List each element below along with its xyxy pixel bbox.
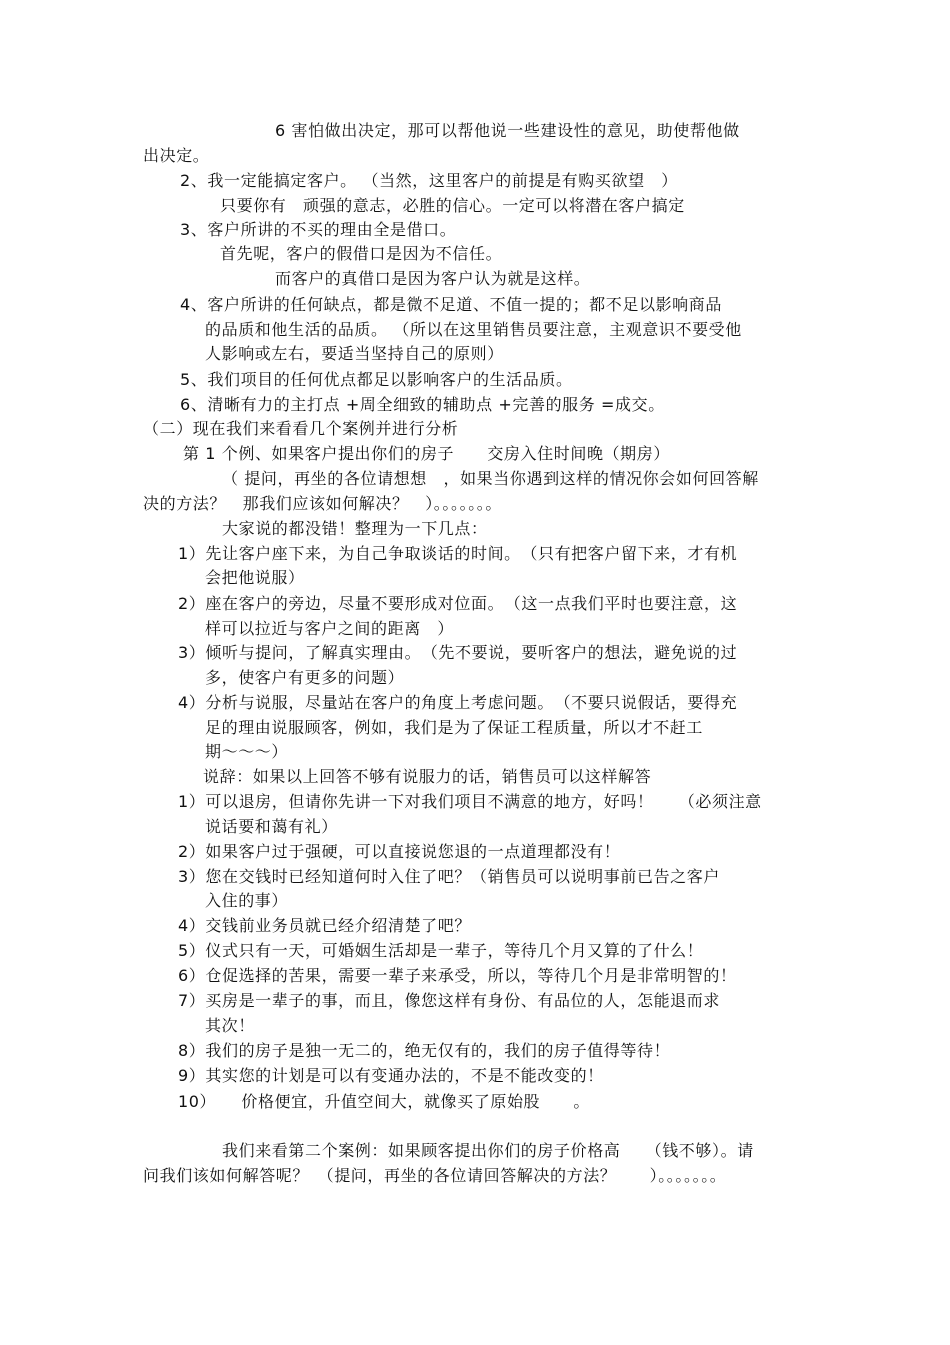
text-line: 第 1 个例、如果客户提出你们的房子 交房入住时间晚（期房） (183, 444, 670, 463)
text-line: 8）我们的房子是独一无二的，绝无仅有的，我们的房子值得等待！ (178, 1041, 671, 1060)
text-line: 说辞：如果以上回答不够有说服力的话，销售员可以这样解答 (203, 767, 652, 786)
text-line: 说话要和蔼有礼） (205, 817, 338, 836)
text-line: 3）您在交钱时已经知道何时入住了吧？（销售员可以说明事前已告之客户 (178, 867, 720, 886)
text-line: 决的方法？ 那我们应该如何解决？ ）。。。。。。。 (143, 494, 503, 513)
text-line: 2）座在客户的旁边，尽量不要形成对位面。 （这一点我们平时也要注意，这 (178, 594, 738, 613)
text-line: 问我们该如何解答呢？ （提问，再坐的各位请回答解决的方法？ ）。。。。。。。 (143, 1166, 727, 1185)
text-line: 而客户的真借口是因为客户认为就是这样。 (275, 269, 591, 288)
text-line: 3）倾听与提问，了解真实理由。 （先不要说，要听客户的想法，避免说的过 (178, 643, 738, 662)
text-line: 5）仪式只有一天，可婚姻生活却是一辈子，等待几个月又算的了什么！ (178, 941, 704, 960)
text-line: 1）先让客户座下来，为自己争取谈话的时间。 （只有把客户留下来，才有机 (178, 544, 738, 563)
text-line: 4、客户所讲的任何缺点，都是微不足道、不值一提的；都不足以影响商品 (180, 295, 722, 314)
text-line: 我们来看第二个案例：如果顾客提出你们的房子价格高 （钱不够）。请 (222, 1141, 754, 1160)
text-line: 2）如果客户过于强硬，可以直接说您退的一点道理都没有！ (178, 842, 621, 861)
text-line: 5、我们项目的任何优点都足以影响客户的生活品质。 (180, 370, 573, 389)
text-line: 1）可以退房，但请你先讲一下对我们项目不满意的地方，好吗！ （必须注意 (178, 792, 762, 811)
text-line: 其次！ (205, 1016, 255, 1035)
text-line: 6、清晰有力的主打点 +周全细致的辅助点 +完善的服务 =成交。 (180, 395, 665, 414)
text-line: 期～～～） (205, 742, 289, 761)
text-line: 2、我一定能搞定客户。 （当然，这里客户的前提是有购买欲望 ） (180, 171, 678, 190)
text-line: 大家说的都没错！整理为一下几点： (222, 519, 488, 538)
text-line: 人影响或左右，要适当坚持自己的原则） (205, 344, 504, 363)
text-line: 6）仓促选择的苦果，需要一辈子来承受，所以，等待几个月是非常明智的！ (178, 966, 737, 985)
section-heading: （二）现在我们来看看几个案例并进行分析 (143, 419, 459, 438)
text-line: 7）买房是一辈子的事，而且，像您这样有身份、有品位的人，怎能退而求 (178, 991, 720, 1010)
text-line: 10） 价格便宜，升值空间大，就像买了原始股 。 (178, 1092, 590, 1111)
text-line: 会把他说服） (205, 568, 305, 587)
text-line: 入住的事） (205, 891, 289, 910)
text-line: 足的理由说服顾客，例如，我们是为了保证工程质量，所以才不赶工 (205, 718, 704, 737)
text-line: 多，使客户有更多的问题） (205, 668, 405, 687)
text-line: 4）分析与说服，尽量站在客户的角度上考虑问题。 （不要只说假话，要得充 (178, 693, 738, 712)
text-line: 出决定。 (143, 146, 210, 165)
text-line: 的品质和他生活的品质。 （所以在这里销售员要注意，主观意识不要受他 (205, 320, 742, 339)
text-line: 6 害怕做出决定，那可以帮他说一些建设性的意见，助使帮他做 (275, 121, 740, 140)
text-line: 3、客户所讲的不买的理由全是借口。 (180, 220, 457, 239)
text-line: （ 提问，再坐的各位请想想 ，如果当你遇到这样的情况你会如何回答解 (222, 469, 759, 488)
text-line: 样可以拉近与客户之间的距离 ） (205, 619, 455, 638)
text-line: 4）交钱前业务员就已经介绍清楚了吧？ (178, 916, 471, 935)
text-line: 只要你有 顽强的意志，必胜的信心。一定可以将潜在客户搞定 (220, 196, 685, 215)
text-line: 首先呢，客户的假借口是因为不信任。 (220, 244, 503, 263)
text-line: 9）其实您的计划是可以有变通办法的，不是不能改变的！ (178, 1066, 604, 1085)
